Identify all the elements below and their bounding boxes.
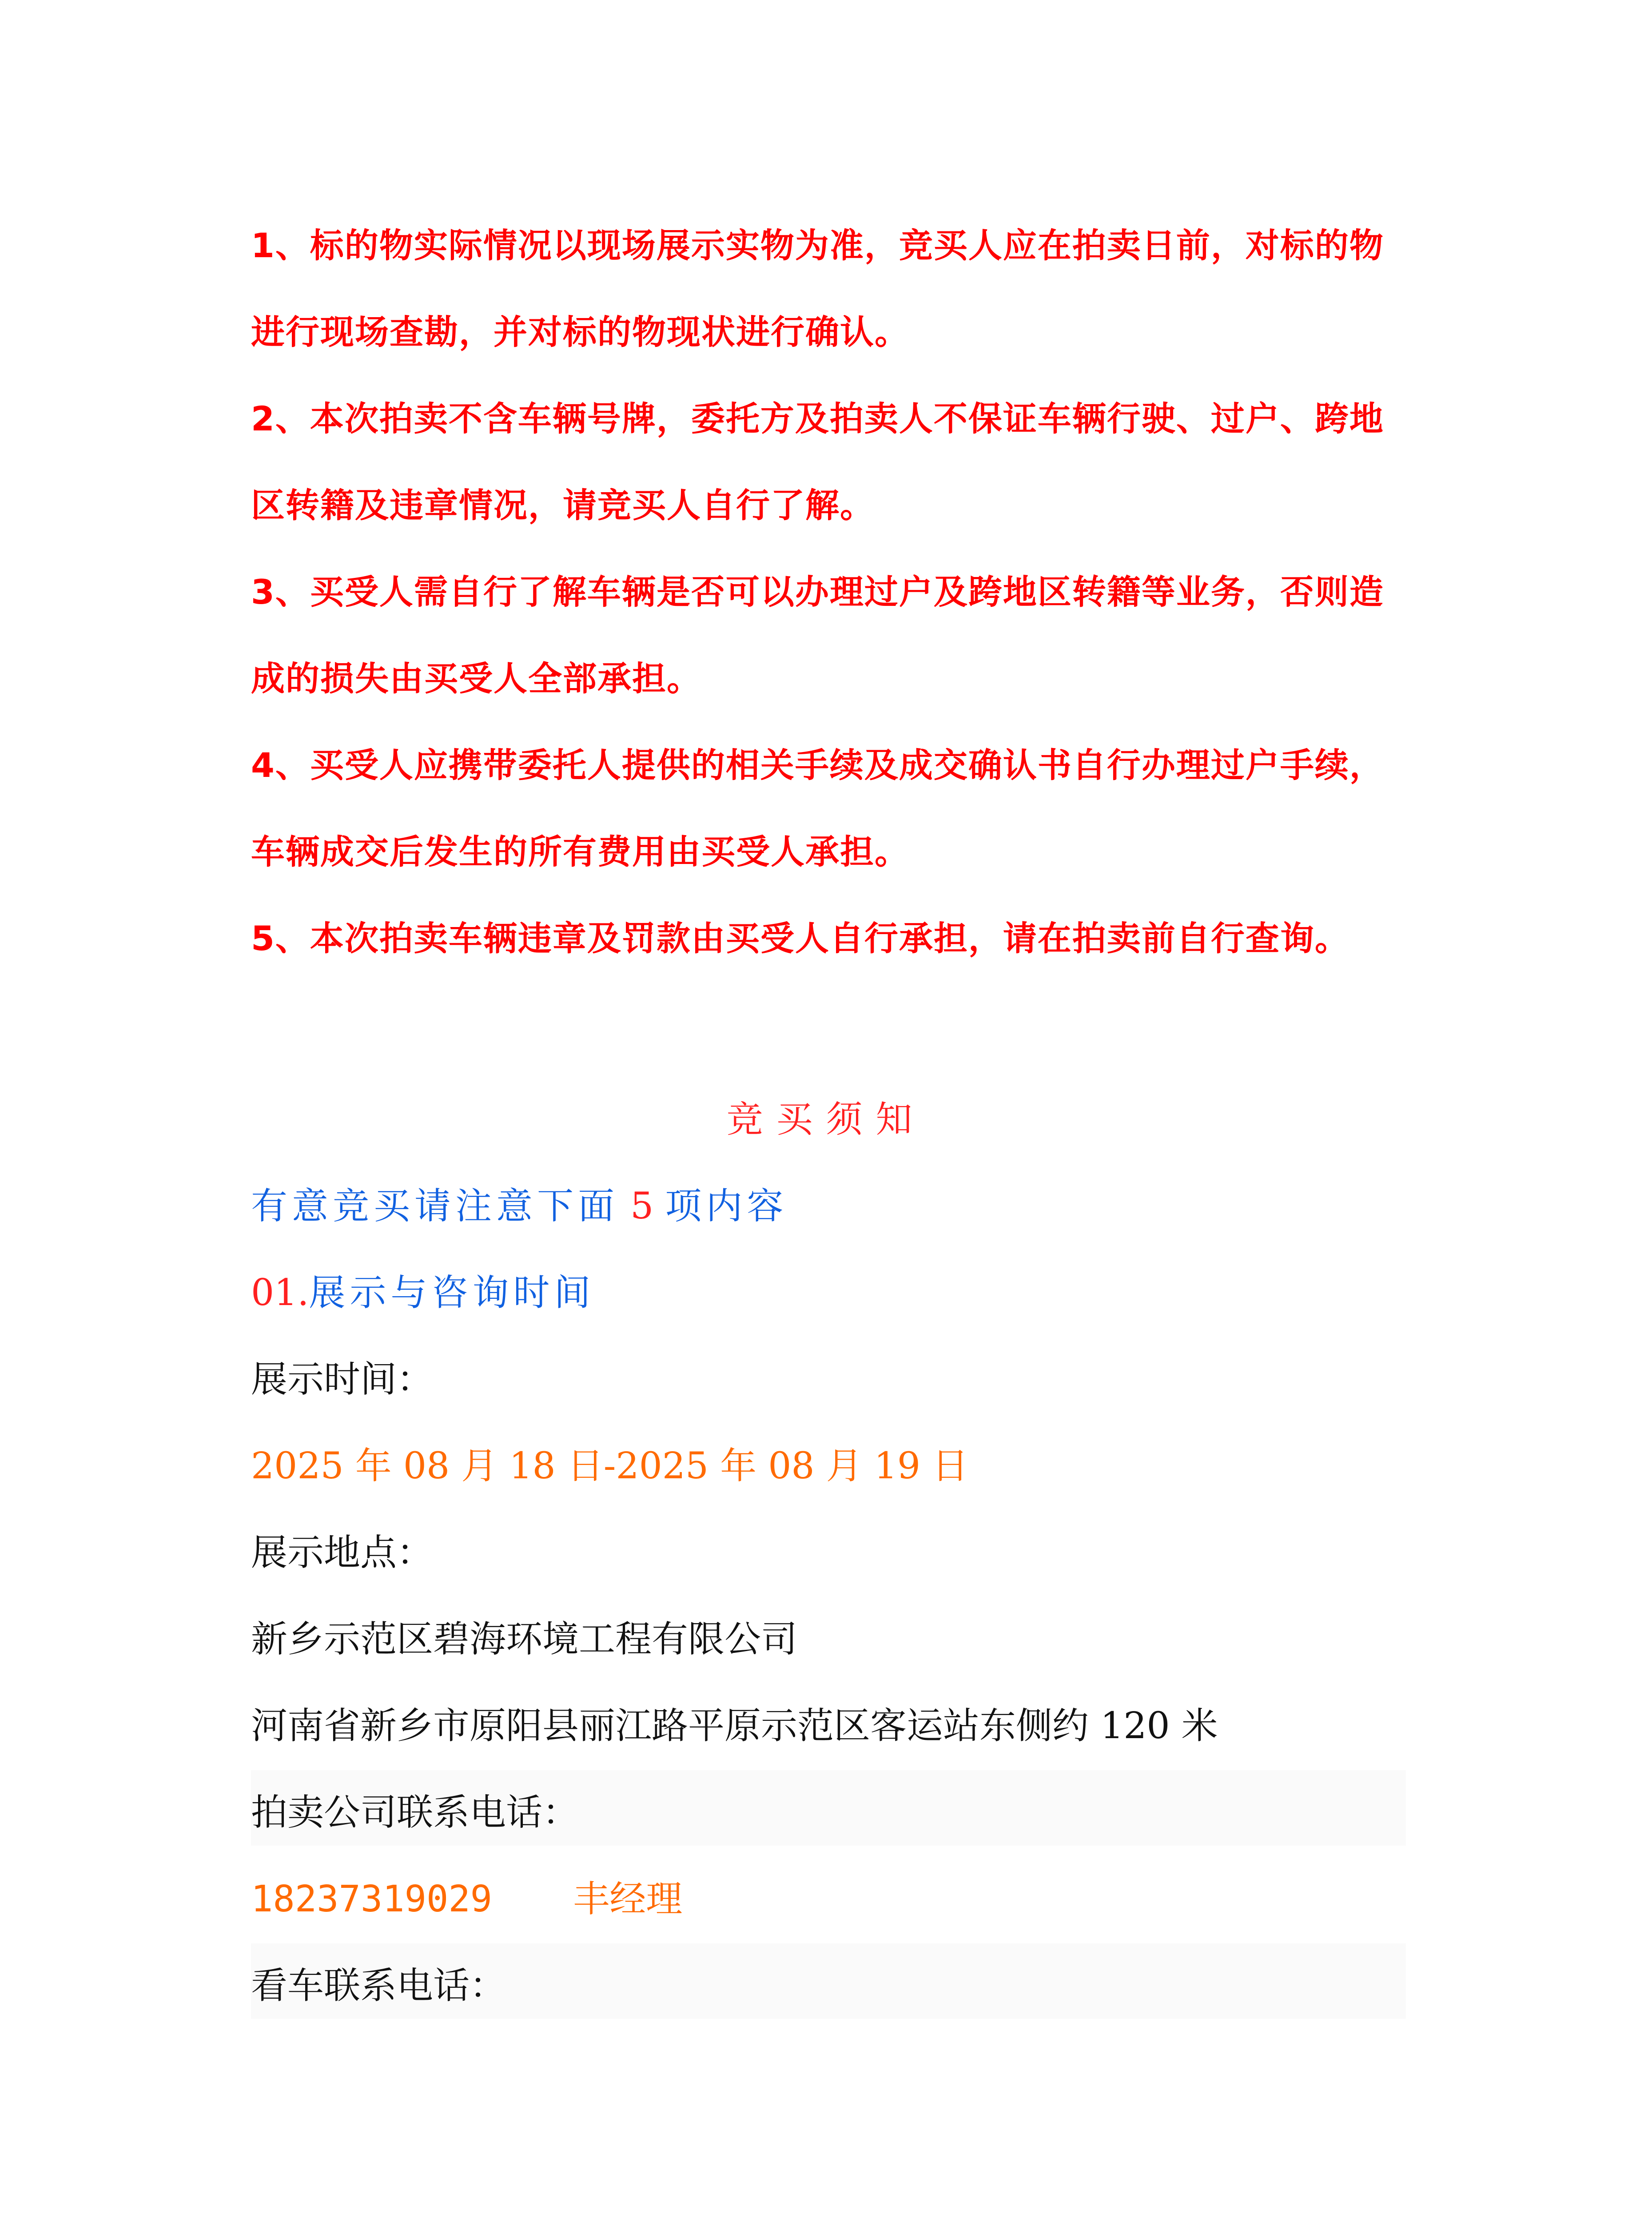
notice-number: 5 <box>251 919 275 958</box>
notice-item-5 <box>251 895 1415 982</box>
intro-suffix: 项内容 <box>665 1185 788 1227</box>
notice-item-3 <box>251 549 1415 722</box>
notice-text: 、本次拍卖车辆违章及罚款由买受人自行承担，请在拍卖前自行查询。 <box>275 919 1349 958</box>
notice-text: 、买受人应携带委托人提供的相关手续及成交确认书自行办理过户手续，车辆成交后发生的所有费用由买受人承担。 <box>251 745 1384 872</box>
show-time-value: 2025 年 08 月 18 日-2025 年 08 月 19 日 <box>251 1445 969 1487</box>
intro-count: 5 <box>630 1185 654 1227</box>
show-time-label: 展示时间： <box>251 1358 434 1401</box>
section-heading-text: 展示与咨询时间 <box>309 1272 595 1314</box>
auction-contact-name: 丰经理 <box>573 1878 683 1920</box>
notice-item-4 <box>251 722 1415 895</box>
show-place-label: 展示地点： <box>251 1532 434 1574</box>
company-name: 新乡示范区碧海环境工程有限公司 <box>251 1618 798 1660</box>
auction-phone-line <box>251 1870 682 1922</box>
notice-number: 3 <box>251 572 275 612</box>
guide-intro <box>251 1177 788 1229</box>
notice-text: 、本次拍卖不含车辆号牌，委托方及拍卖人不保证车辆行驶、过户、跨地区转籍及违章情况，请竞买人自行了解。 <box>251 399 1384 525</box>
intro-prefix: 有意竞买请注意下面 <box>251 1185 619 1227</box>
notice-text: 、买受人需自行了解车辆是否可以办理过户及跨地区转籍等业务，否则造成的损失由买受人全部承担。 <box>251 572 1384 698</box>
notice-item-1 <box>251 202 1415 375</box>
guide-title: 竞买须知 <box>726 1099 926 1141</box>
section-heading-01 <box>251 1264 595 1316</box>
address: 河南省新乡市原阳县丽江路平原示范区客运站东侧约 120 米 <box>251 1705 1218 1747</box>
section-number: 01. <box>251 1272 309 1314</box>
auction-phone-label: 拍卖公司联系电话： <box>251 1791 579 1834</box>
notice-number: 2 <box>251 399 275 438</box>
notice-number: 1 <box>251 226 275 265</box>
notice-number: 4 <box>251 745 275 785</box>
notice-item-2 <box>251 375 1415 549</box>
notice-text: 、标的物实际情况以现场展示实物为准，竞买人应在拍卖日前，对标的物进行现场查勘，并对标的物现状进行确认。 <box>251 226 1384 352</box>
auction-phone-number: 18237319029 <box>251 1878 493 1920</box>
view-phone-label: 看车联系电话： <box>251 1965 506 2007</box>
